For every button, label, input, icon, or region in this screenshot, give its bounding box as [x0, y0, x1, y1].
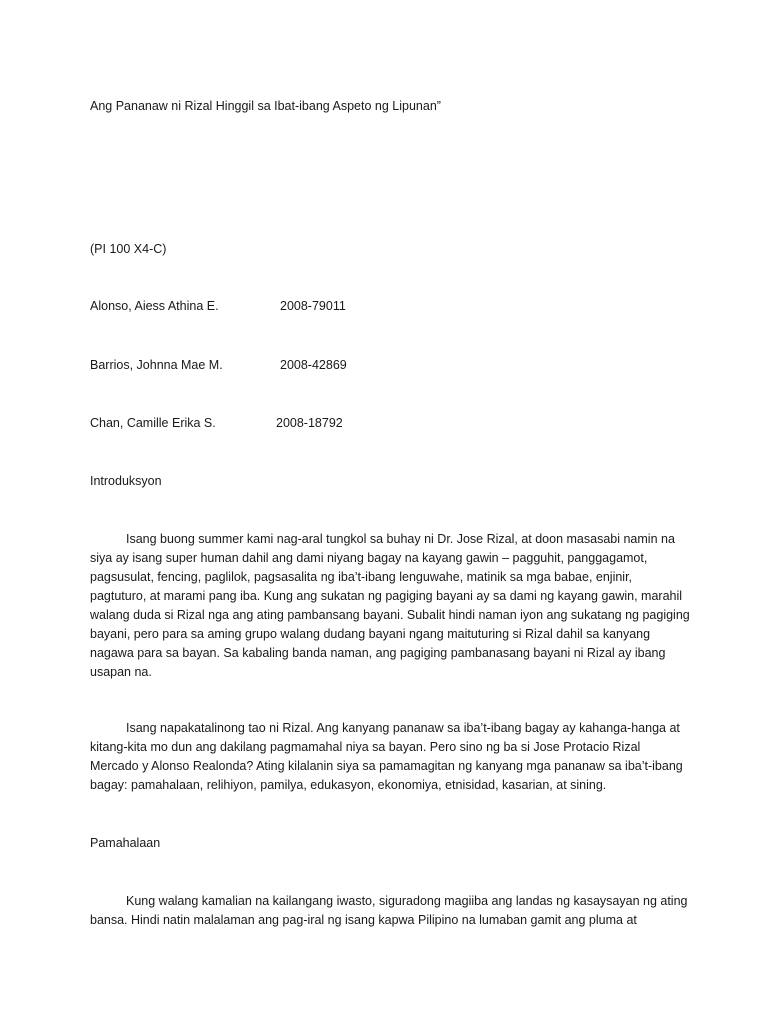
member-student-number: 2008-42869 [280, 358, 347, 372]
section-heading-pamahalaan: Pamahalaan [90, 836, 161, 850]
section-code: (PI 100 X4-C) [90, 242, 167, 256]
member-student-number: 2008-18792 [276, 416, 343, 430]
section-heading-introduksyon: Introduksyon [90, 474, 162, 488]
member-name: Barrios, Johnna Mae M. [90, 358, 223, 372]
body-paragraph: Kung walang kamalian na kailangang iwasto, siguradong magiiba ang landas ng kasaysayan ng ating bansa. Hindi natin malalaman ang pag-iral ng isang kapwa Pilipino na lumaban gamit ang pluma at [90, 894, 688, 927]
member-name: Alonso, Aiess Athina E. [90, 299, 219, 313]
body-paragraph: Isang napakatalinong tao ni Rizal. Ang kanyang pananaw sa iba’t-ibang bagay ay kahanga-hanga at kitang-kita mo dun ang dakilang pagmamahal niya sa bayan. Pero sino ng ba si Jose Protacio Rizal Mercado y Alonso Realonda? Ating kilalanin siya sa pamamagitan ng kanyang mga pananaw sa iba’t-ibang bagay: pamahalaan, relihiyon, pamilya, edukasyon, ekonomiya, etnisidad, kasarian, at sining. [90, 721, 683, 792]
body-paragraph: Isang buong summer kami nag-aral tungkol sa buhay ni Dr. Jose Rizal, at doon masasabi namin na siya ay isang super human dahil ang dami niyang bagay na kayang gawin – pagguhit, panggagamot, pagsusulat, fencing, paglilok, pagsasalita ng iba’t-ibang lenguwahe, matinik sa mga babae, enjinir, pagtuturo, at marami pang iba. Kung ang sukatan ng pagiging bayani ay sa dami ng kayang gawin, marahil walang duda si Rizal nga ang ating pambansang bayani. Subalit hindi naman iyon ang sukatang ng pagiging bayani, pero para sa aming grupo walang dudang bayani ngang maituturing si Rizal dahil sa kanyang nagawa para sa bayan. Sa kabaling banda naman, ang pagiging pambanasang bayani ni Rizal ay ibang usapan na. [90, 532, 690, 679]
document-title: Ang Pananaw ni Rizal Hinggil sa Ibat-ibang Aspeto ng Lipunan” [90, 99, 441, 113]
member-name: Chan, Camille Erika S. [90, 416, 216, 430]
member-student-number: 2008-79011 [280, 299, 346, 313]
